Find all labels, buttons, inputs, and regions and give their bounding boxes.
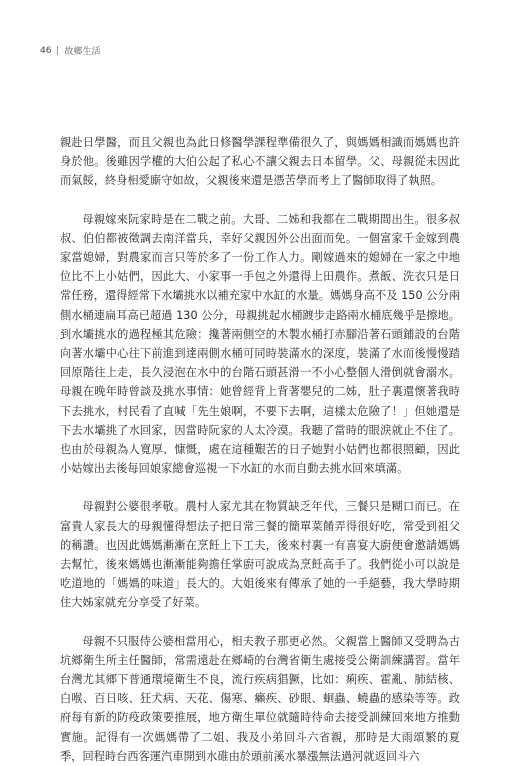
header-divider xyxy=(57,46,58,55)
paragraph-1: 親赴日學醫，而且父親也為此日修醫學課程準備很久了，與媽媽相識而媽媽也許身於他。後雖因学權的大伯公起了私心不讓父親去日本留學。父、母親從未因此而氣餒，終身相愛廝守如故，父親後來還是憑苦學而考上了醫師取得了執照。 xyxy=(60,136,460,188)
body-text xyxy=(60,133,460,766)
running-header xyxy=(40,44,100,57)
page-number: 46 xyxy=(40,45,52,56)
paragraph-3: 母親對公婆很孝敬。農村人家尤其在物質缺乏年代，三餐只是糊口而已。在富貴人家長大的母親懂得想法子把日常三餐的簡單菜餚弄得很好吃，常受到祖父的稱讚。也因此媽媽漸漸在烹飪上下工夫，後來村裏一有喜宴大廚便會邀請媽媽去幫忙，後來媽媽也漸漸能夠擔任掌廚可說成為烹飪高手了。我們從小可以說是吃道地的「媽媽的味道」長大的。大姐後來有傳承了她的一手絕藝，我大學時期住大姊家就充分享受了好菜。 xyxy=(60,500,460,610)
section-title: 故鄉生活 xyxy=(64,47,101,57)
paragraph-2: 母親嫁來阮家時是在二戰之前。大哥、二姊和我都在二戰期間出生。很多叔叔、伯伯都被徵調去南洋當兵，幸好父親因外公出面而免。一個富家千金嫁到農家當媳婦，對農家而言只等於多了一份工作人力。剛嫁過來的媳婦在一家之中地位比不上小姑們，因此大、小家事一手包之外還得上田農作。煮飯、洗衣只是日常任務，還得經常下水壩挑水以補充家中水缸的水量。媽媽身高不及 150 公分兩側水桶連扁耳高已超過 130 公分，母親挑起水桶踱步走路兩水桶底幾乎是擦地。到水壩挑水的過程極其危險：攙著兩側空的木製水桶打赤腳沿著石頭鋪設的台階向著水壩中心往下前進到達兩側水桶可同時裝滿水的深度，裝滿了水而後慢慢踏回原階往上走，長久浸泡在水中的台階石頭甚滑一不小心整個人滑倒就會溺水。母親在晚年時曾談及挑水事情：她曾經背上背著嬰兒的二姊，肚子裏還懷著我時下去挑水，村民看了直喊「先生娘啊，不要下去啊，這樣太危險了！」但她還是下去水壩挑了水回家，因當時阮家的人太冷漠。我聽了當時的眼淚就止不住了。也由於母親為人寬厚、慷慨，處在這種艱苦的日子她對小姑們也都很照顧，因此小姑嫁出去後每回娘家總會巡視一下水缸的水而自動去挑水回來填滿。 xyxy=(60,212,460,476)
paragraph-4: 母親不只服侍公婆相當用心，相夫教子那更必然。父親當上醫師又受聘為古坑鄉衛生所主任醫師，常需遠赴在鄉崎的台灣省衛生處接受公衛訓練講習。當年台灣尤其鄉下普通環境衛生不良，流行疾病猖獗，比如：痢疾、霍亂、肺結核、白喉、百日咳、狂犬病、天花、傷寒、癩疾、砂眼、蛔蟲、蟯蟲的感染等等。政府每有新的防疫政策要推展，地方衛生單位就隨時待命去接受訓練回來地方推動實施。記得有一次媽媽帶了二姐、我及小弟回斗六省親，那時是大雨頌繁的夏季，回程時台西客運汽車開到水碓由於頭前溪水暴漲無法過河就返回斗六 xyxy=(60,634,460,763)
